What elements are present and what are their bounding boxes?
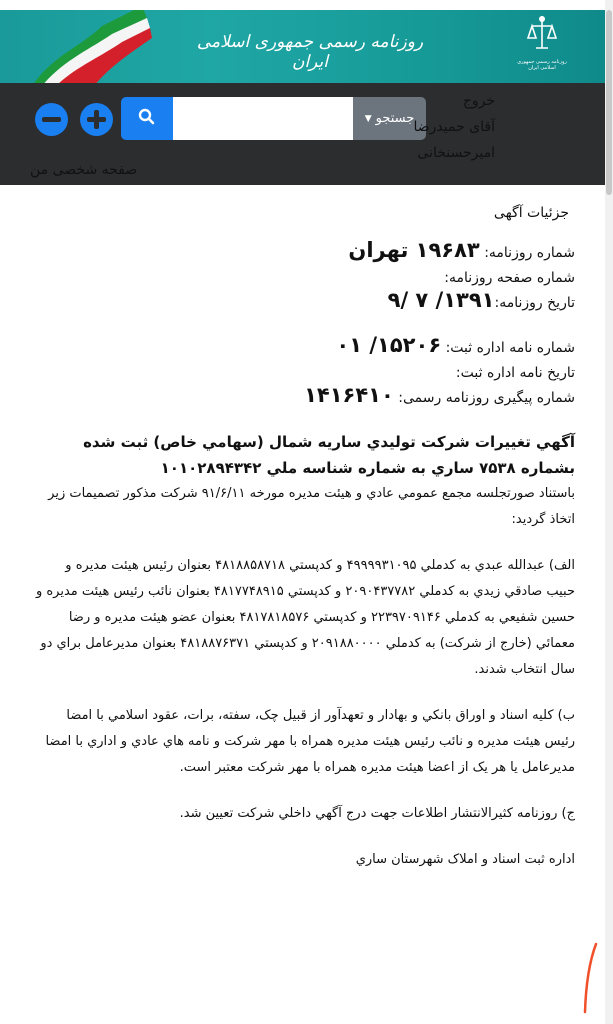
ad-intro: باستناد صورتجلسه مجمع عمومي عادي و هيئت مديره مورخه ۹۱/۶/۱۱ شركت مذكور تصميمات زير اتخاذ گرديد: — [48, 486, 575, 527]
field-value: ۱۵۲۰۶/ ۰۱ — [336, 333, 442, 357]
user-menu — [413, 88, 495, 166]
judiciary-logo[interactable] — [512, 14, 572, 71]
field-newspaper-date — [35, 289, 575, 314]
search-button[interactable] — [121, 97, 173, 140]
search-input[interactable] — [173, 97, 353, 140]
field-label: شماره صفحه روزنامه: — [444, 270, 575, 286]
field-label: تاریخ روزنامه: — [494, 295, 575, 311]
field-value: ۱۴۱۶۴۱۰ — [304, 383, 394, 407]
field-label: شماره پیگیری روزنامه رسمی: — [398, 390, 575, 406]
zoom-in-button[interactable] — [80, 103, 113, 136]
ad-paragraph-a: الف) عبدالله عبدي به كدملي ۴۹۹۹۹۳۱۰۹۵ و كدپستي ۴۸۱۸۸۵۸۷۱۸ بعنوان رئيس هيئت مديره و حبيب صادقي زيدي به كدملي ۲۰۹۰۴۳۷۷۸۲ و كدپستي ۴۸۱۷۷۴۸۹۱۵ بعنوان نائب رئيس هيئت مديره و حسين شفيعي به كدملي ۲۲۳۹۷۰۹۱۴۶ و كدپستي ۴۸۱۷۸۱۸۵۷۶ بعنوان عضو هيئت مديره و رضا معمائي (خارج از شركت) به كدملي ۲۰۹۱۸۸۰۰۰۰ و كدپستي ۴۸۱۸۸۷۶۳۷۱ بعنوان مديرعامل براي دو سال انتخاب شدند. — [35, 558, 575, 677]
ad-paragraph-c: ج) روزنامه كثيرالانتشار اطلاعات جهت درج آگهي داخلي شركت تعيين شد. — [179, 806, 575, 821]
field-tracking-number — [35, 384, 575, 409]
field-newspaper-number — [35, 239, 575, 264]
field-label: تاریخ نامه اداره ثبت: — [455, 365, 575, 381]
field-registry-letter-number — [35, 334, 575, 359]
top-strip — [0, 0, 605, 10]
my-profile-link[interactable]: صفحه شخصی من — [30, 162, 138, 178]
user-name-line1: آقای حمیدرضا — [413, 119, 495, 135]
user-name-line2: امیرحسنخانی — [417, 145, 495, 161]
logo-caption: روزنامه رسمی جمهوری اسلامی ایران — [517, 59, 567, 71]
field-label: شماره نامه اداره ثبت: — [445, 340, 575, 356]
search-icon — [121, 97, 173, 140]
top-navbar — [0, 83, 605, 185]
zoom-out-button[interactable] — [35, 103, 68, 136]
ad-title: آگهي تغييرات شركت توليدي ساريه شمال (سهامي خاص) ثبت شده بشماره ۷۵۳۸ ساري به شماره شناسه ملي ۱۰۱۰۲۸۹۴۳۴۲ — [83, 433, 575, 477]
annotation-stroke-icon — [578, 940, 602, 1020]
details-heading: جزئیات آگهی — [493, 205, 569, 221]
scrollbar[interactable] — [605, 0, 613, 1024]
field-page-number — [35, 264, 575, 289]
ad-details — [35, 205, 575, 873]
site-banner — [0, 10, 605, 83]
field-value: ۱۳۹۱/ ۷ /۹ — [387, 288, 495, 312]
iran-flag-icon — [22, 10, 152, 83]
field-value: ۱۹۶۸۳ تهران — [348, 238, 480, 262]
plus-vertical-stroke — [94, 110, 99, 129]
site-title: روزنامه رسمی جمهوری اسلامی ایران — [196, 32, 424, 72]
caret-down-icon: ▼ — [364, 113, 372, 124]
ad-paragraph-b: ب) كليه اسناد و اوراق بانكي و بهادار و تعهدآور از قبيل چک، سفته، برات، عقود اسلامي با امضا رئيس هيئت مديره و نائب رئيس هيئت مديره همراه با مهر شركت و نامه هاي عادي و اداري با امضا مديرعامل يا هر يک از اعضا هيئت مديره همراه با مهر شركت معتبر است. — [45, 708, 575, 775]
dropdown-label: جستجو — [375, 111, 415, 126]
logout-link[interactable]: خروج — [462, 93, 495, 109]
scales-emblem-icon — [527, 14, 557, 54]
field-registry-letter-date — [35, 359, 575, 384]
scrollbar-thumb[interactable] — [606, 10, 612, 195]
field-label: شماره روزنامه: — [484, 245, 575, 261]
ad-signature: اداره ثبت اسناد و املاک شهرستان ساري — [355, 852, 575, 867]
minus-circle-icon — [42, 117, 61, 122]
